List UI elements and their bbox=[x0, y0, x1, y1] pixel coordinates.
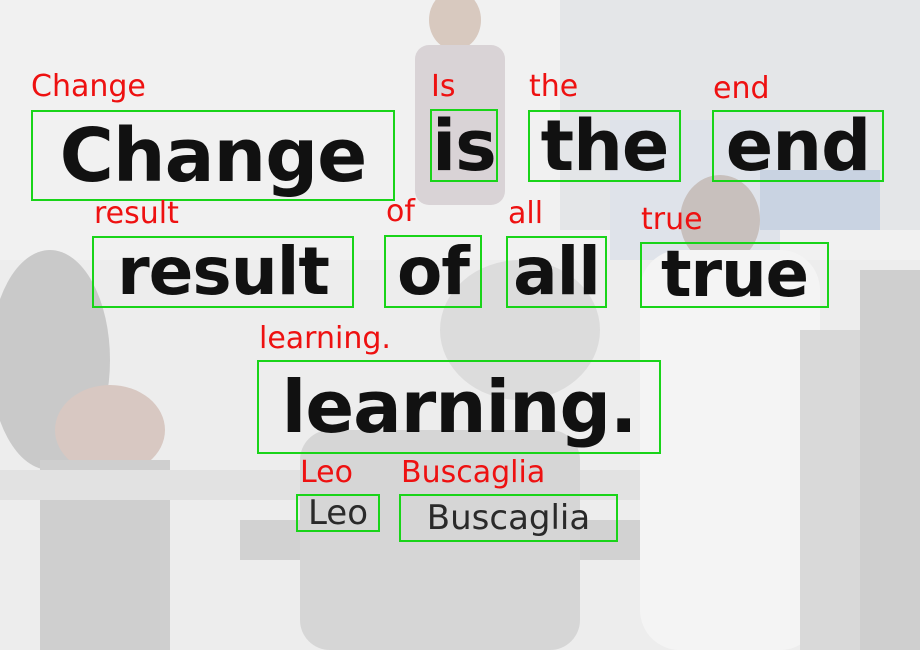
word-text: learning. bbox=[281, 365, 637, 449]
word-text: result bbox=[117, 233, 329, 310]
word-label: true bbox=[641, 202, 703, 237]
word-box-end bbox=[712, 105, 884, 187]
word-text: of bbox=[396, 232, 470, 310]
word-box-of bbox=[384, 232, 482, 310]
word-text: Leo bbox=[307, 493, 369, 533]
word-box-learning bbox=[257, 360, 661, 454]
word-label: Change bbox=[31, 69, 146, 104]
word-text: all bbox=[513, 233, 600, 310]
word-label: Is bbox=[431, 69, 456, 104]
word-box-the bbox=[528, 105, 681, 187]
word-label: of bbox=[386, 194, 415, 229]
word-text: Buscaglia bbox=[426, 498, 591, 538]
word-box-is bbox=[430, 104, 498, 187]
word-label: the bbox=[529, 69, 579, 104]
word-text: is bbox=[432, 104, 496, 187]
word-box-all bbox=[506, 233, 607, 310]
word-label: end bbox=[713, 71, 770, 106]
word-text: end bbox=[725, 105, 871, 187]
word-label: Buscaglia bbox=[401, 455, 546, 490]
word-label: learning. bbox=[259, 321, 391, 356]
word-box-change bbox=[31, 110, 395, 201]
word-label: result bbox=[94, 196, 179, 231]
word-text: true bbox=[660, 238, 809, 312]
word-label: all bbox=[508, 196, 544, 231]
word-text: the bbox=[540, 105, 669, 187]
word-box-buscaglia bbox=[399, 494, 618, 542]
word-box-leo bbox=[296, 494, 380, 532]
word-label: Leo bbox=[300, 455, 353, 490]
word-box-true bbox=[640, 238, 829, 312]
word-text: Change bbox=[59, 112, 367, 199]
word-box-result bbox=[92, 233, 354, 310]
